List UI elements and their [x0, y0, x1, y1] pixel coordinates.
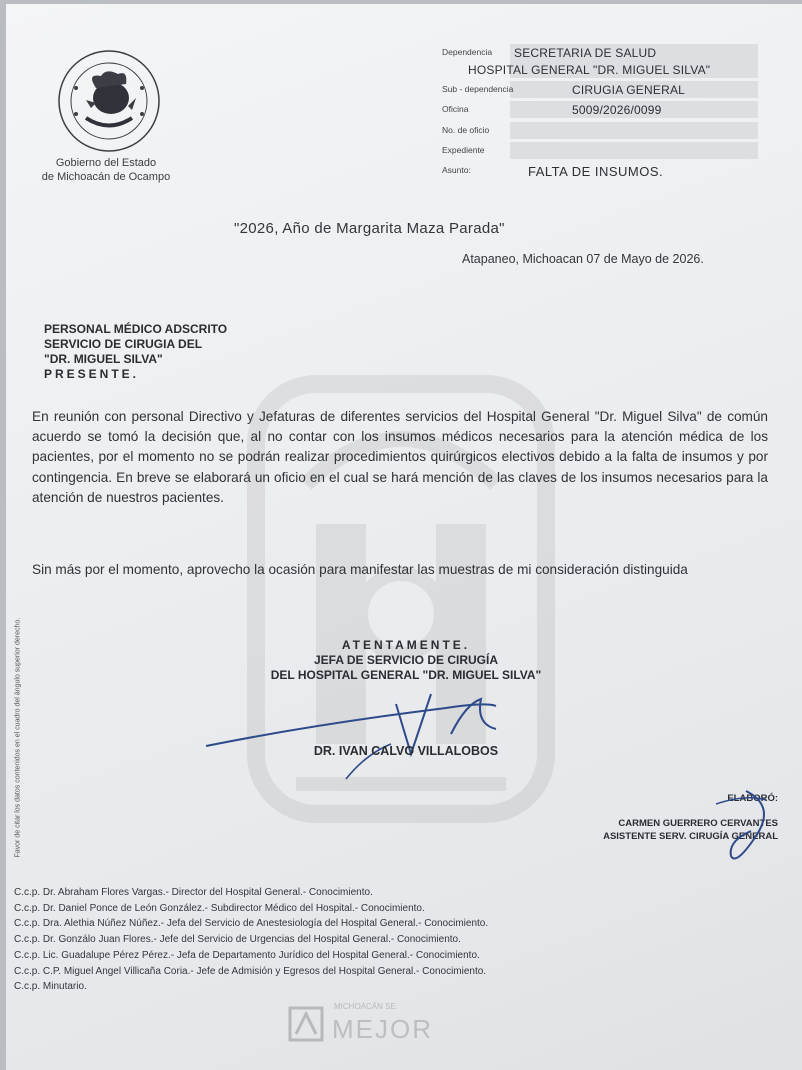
dependencia-row — [438, 44, 758, 78]
place-and-date: Atapaneo, Michoacan 07 de Mayo de 2026. — [462, 252, 704, 266]
ccp-line: C.c.p. Dr. Abraham Flores Vargas.- Director del Hospital General.- Conocimiento. — [14, 887, 373, 898]
asunto-row — [438, 162, 758, 179]
ccp-line: C.c.p. C.P. Miguel Angel Villicaña Coria.- Jefe de Admisión y Egresos del Hospital General.- Conocimiento. — [14, 965, 487, 977]
side-margin-note: Favor de citar los datos contenidos en el cuadro del ángulo superior derecho. — [14, 617, 22, 858]
footer-brand-small: MICHOACÁN SE — [334, 1002, 396, 1011]
dependencia-value-2: HOSPITAL GENERAL "DR. MIGUEL SILVA" — [468, 63, 711, 77]
elaboro-name: CARMEN GUERRERO CERVANTES — [618, 818, 778, 829]
signer-role-line-2: DEL HOSPITAL GENERAL "DR. MIGUEL SILVA" — [270, 668, 542, 682]
subdependencia-label: Sub - dependencia — [442, 84, 514, 95]
addressee-line-4: PRESENTE. — [44, 367, 140, 381]
body-paragraph-1: En reunión con personal Directivo y Jefaturas de diferentes servicios del Hospital General "Dr. Miguel Silva" de común acuerdo se tomó la decisión que, al no contar con los insumos médicos necesarios para la atención médica de los pacientes, por el momento no se podrán realizar procedimientos quirúrgicos electivos debido a la falta de insumos y por contingencia. En breve se elaborará un oficio en el cual se hará mención de las claves de los insumos necesarios para la atención de nuestros pacientes. — [32, 409, 768, 505]
signature-block — [206, 638, 606, 683]
ccp-line: C.c.p. Dra. Alethia Núñez Núñez.- Jefa del Servicio de Anestesiología del Hospital General.- Conocimiento. — [14, 918, 489, 930]
footer-logo-icon — [286, 1004, 326, 1044]
letter-page — [6, 4, 802, 1070]
elaboro-role: ASISTENTE SERV. CIRUGÍA GENERAL — [603, 831, 778, 842]
ccp-line: C.c.p. Minutario. — [14, 981, 87, 993]
signer-role-line-1: JEFA DE SERVICIO DE CIRUGÍA — [313, 653, 499, 667]
subdependencia-row — [438, 81, 758, 98]
ccp-line: C.c.p. Dr. Daniel Ponce de León González.- Subdirector Médico del Hospital.- Conocimiento. — [14, 902, 425, 914]
oficina-label: Oficina — [442, 104, 469, 115]
dependencia-value-1: SECRETARIA DE SALUD — [514, 46, 657, 60]
dependencia-label: Dependencia — [442, 47, 493, 57]
expediente-label: Expediente — [442, 144, 485, 155]
footer-brand-text: MEJOR — [332, 1014, 433, 1044]
asunto-value: FALTA DE INSUMOS. — [528, 163, 664, 179]
body-paragraph-2: Sin más por el momento, aprovecho la ocasión para manifestar las muestras de mi consideración distinguida — [32, 562, 688, 577]
year-motto: "2026, Año de Margarita Maza Parada" — [234, 220, 505, 237]
initials-signature-icon — [706, 786, 786, 876]
government-line-2: de Michoacán de Ocampo — [41, 171, 171, 183]
no-oficio-label: No. de oficio — [442, 124, 490, 135]
national-seal-icon — [56, 48, 162, 154]
elaboro-label: ELABORÓ: — [727, 793, 778, 804]
document-header-grid — [438, 44, 758, 182]
addressee-line-1: PERSONAL MÉDICO ADSCRITO — [44, 322, 228, 336]
closing-text: ATENTAMENTE. — [341, 638, 471, 652]
oficina-row — [438, 101, 758, 118]
ccp-line: C.c.p. Lic. Guadalupe Pérez Pérez.- Jefa de Departamento Jurídico del Hospital General.- Conocimiento. — [14, 949, 480, 961]
subdependencia-value: CIRUGIA GENERAL — [572, 83, 686, 98]
asunto-label: Asunto: — [442, 164, 471, 175]
ccp-line: C.c.p. Dr. Gonzálo Juan Flores.- Jefe del Servicio de Urgencias del Hospital General.- Conocimiento. — [14, 934, 461, 946]
handwritten-signature-icon — [196, 684, 526, 784]
addressee-block — [44, 322, 227, 382]
addressee-line-3: "DR. MIGUEL SILVA" — [44, 352, 163, 366]
footer-brand-logo — [286, 996, 506, 1052]
no-oficio-row — [438, 122, 758, 139]
addressee-line-2: SERVICIO DE CIRUGIA DEL — [44, 337, 203, 351]
signer-name: DR. IVAN CALVO VILLALOBOS — [313, 744, 499, 758]
government-name — [26, 156, 186, 184]
carbon-copy-list — [14, 885, 488, 995]
government-line-1: Gobierno del Estado — [55, 157, 157, 169]
oficina-value: 5009/2026/0099 — [572, 103, 662, 118]
expediente-row — [438, 142, 758, 159]
